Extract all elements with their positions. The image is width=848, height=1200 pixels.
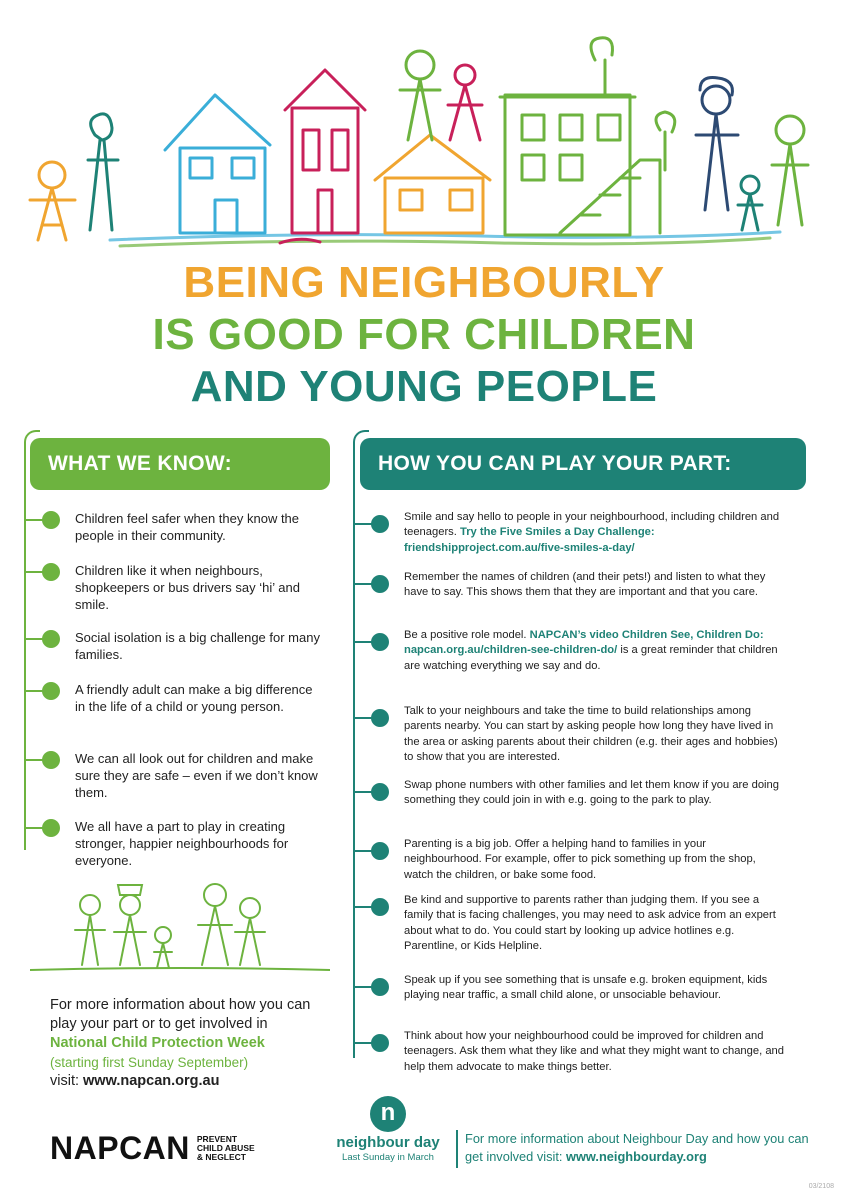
visit-label: visit: [50,1073,84,1089]
how-you-can-item [404,510,784,556]
bullet-dot [371,898,389,916]
event-date: (starting first Sunday September) [50,1055,249,1070]
how-you-can-item [404,778,784,809]
item-text: Talk to your neighbours and take the time to build relationships among parents nearby. You can start by asking people how long they have lived in the area or asking parents about their children (e.g. their ages and hobbies) to show that you are interested. [404,705,778,764]
event-name: National Child Protection Week [50,1035,265,1051]
napcan-tagline-2: CHILD ABUSE [196,1143,255,1153]
bullet-dot [371,575,389,593]
hero-houses-illustration [0,0,848,255]
item-text: Parenting is a big job. Offer a helping hand to families in your neighbourhood. For example, offer to pick something up from the shop, watch the children, or bake some food. [404,838,756,881]
bullet-dot [371,515,389,533]
neighbour-day-name: neighbour day [336,1134,440,1151]
what-we-know-item: Children feel safer when they know the people in their community. [75,511,300,543]
title-line-3: AND YOUNG PEOPLE [190,362,658,411]
neighbour-day-divider [456,1130,458,1168]
item-text: Be kind and supportive to parents rather than judging them. If you see a family that is facing challenges, you may need to ask advice from an expert about what to do. You could start by looking up advice hotlines e.g. Parentline, or Kids Helpline. [404,894,776,953]
bullet-dot [371,1034,389,1052]
napcan-tagline [197,1135,255,1162]
napcan-tagline-3: & NEGLECT [196,1152,247,1162]
more-info-intro: For more information about how you can play your part or to get involved in [50,997,311,1032]
family-drawing-illustration [30,870,330,978]
how-you-can-item [404,704,784,766]
what-we-know-item: A friendly adult can make a big difference in the life of a child or young person. [75,682,313,714]
neighbour-day-logo [318,1096,458,1163]
neighbour-day-url-link[interactable]: www.neighbourday.org [566,1149,707,1164]
how-you-can-item [404,570,784,601]
napcan-url-link[interactable]: www.napcan.org.au [83,1073,220,1089]
item-highlight-link[interactable]: NAPCAN’s video Children See, Children Do: napcan.org.au/children-see-children-do/ [404,629,764,657]
what-we-know-heading: WHAT WE KNOW: [30,438,330,490]
neighbour-day-subtitle: Last Sunday in March [342,1152,434,1163]
bullet-dot [42,751,60,769]
document-code: 03/2108 [808,1183,834,1190]
bullet-dot [42,819,60,837]
title-line-2: IS GOOD FOR CHILDREN [152,310,696,359]
how-you-can-item [404,837,784,883]
title-line-1: BEING NEIGHBOURLY [183,258,665,307]
item-text: Be a positive role model. [404,629,530,641]
bullet-dot [371,978,389,996]
how-you-can-item [404,973,784,1004]
bullet-dot [371,709,389,727]
what-we-know-item: We can all look out for children and make sure they are safe – even if we don’t know them. [75,751,318,800]
neighbour-day-info-text: For more information about Neighbour Day and how you can get involved visit: [465,1131,809,1164]
more-info-block [50,996,320,1091]
bullet-dot [42,511,60,529]
item-text: Smile and say hello to people in your neighbourhood, including children and teenagers. [404,511,780,539]
what-we-know-item: We all have a part to play in creating stronger, happier neighbourhoods for everyone. [75,819,289,868]
item-highlight-link[interactable]: Try the Five Smiles a Day Challenge: friendshipproject.com.au/five-smiles-a-day/ [404,526,655,554]
neighbour-day-info [465,1130,825,1166]
bullet-dot [371,633,389,651]
item-text-after: is a great reminder that children are watching everything we say and do. [404,644,778,672]
napcan-logo [50,1130,255,1167]
item-text: Swap phone numbers with other families and let them know if you are doing something they could join in with e.g. going to the park to play. [404,779,779,807]
how-you-can-item [404,628,784,674]
bullet-dot [42,682,60,700]
napcan-tagline-1: PREVENT [196,1134,238,1144]
bullet-dot [42,563,60,581]
neighbour-day-icon: n [370,1096,406,1132]
bullet-dot [42,630,60,648]
what-we-know-item: Social isolation is a big challenge for many families. [75,630,320,662]
how-you-can-item [404,1029,784,1075]
bullet-dot [371,783,389,801]
bullet-dot [371,842,389,860]
napcan-wordmark: NAPCAN [50,1130,190,1166]
item-text: Speak up if you see something that is unsafe e.g. broken equipment, kids playing near traffic, a small child alone, or unsociable behaviour. [404,974,768,1002]
how-you-can-heading: HOW YOU CAN PLAY YOUR PART: [360,438,806,490]
what-we-know-tree-line [24,430,40,850]
item-text: Remember the names of children (and their pets!) and listen to what they have to say. This shows them that they are important and that you care. [404,571,766,599]
what-we-know-item: Children like it when neighbours, shopkeepers or bus drivers say ‘hi’ and smile. [75,563,300,612]
how-you-can-item [404,893,784,955]
item-text: Think about how your neighbourhood could be improved for children and teenagers. Ask them what they like and what they might want to change, and help them advocate to make things better. [404,1030,784,1073]
